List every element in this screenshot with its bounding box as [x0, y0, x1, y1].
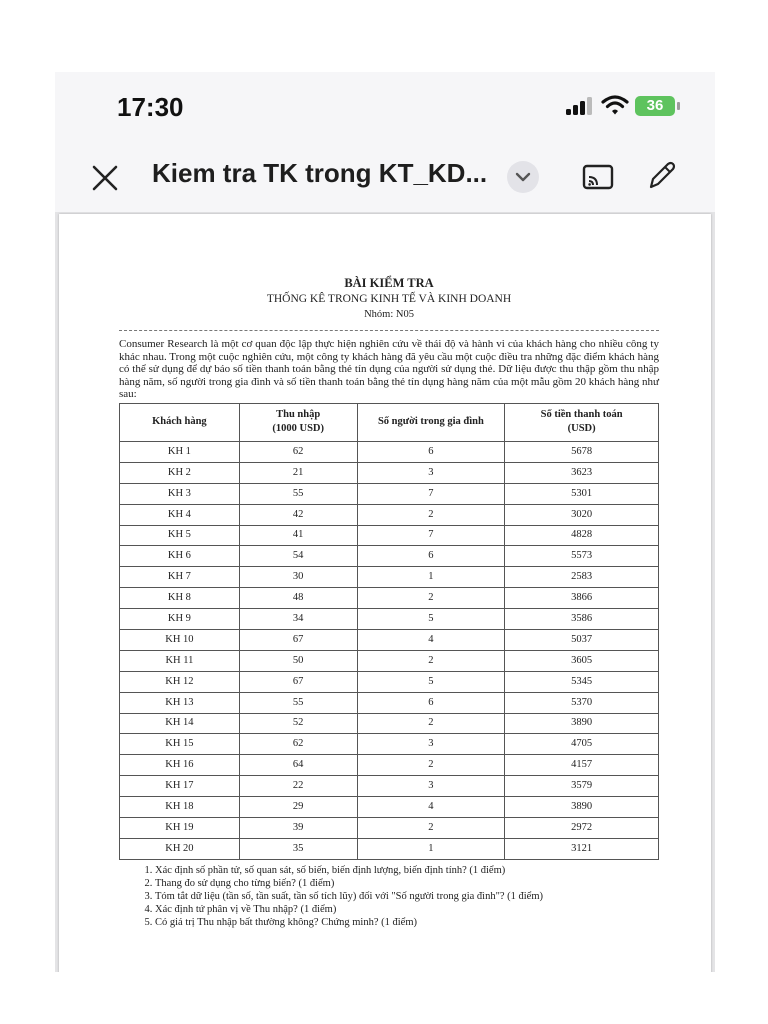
table-cell: KH 8: [120, 588, 240, 609]
table-cell: KH 5: [120, 525, 240, 546]
column-header: Số tiền thanh toán (USD): [505, 403, 659, 441]
table-cell: 3020: [505, 504, 659, 525]
table-header-row: [120, 403, 659, 441]
table-cell: 2: [357, 504, 505, 525]
table-cell: 64: [239, 755, 357, 776]
intro-paragraph: Consumer Research là một cơ quan độc lập thực hiện nghiên cứu về thái độ và hành vi của khách hàng cho nhiều công ty khác nhau. Trong một cuộc nghiên cứu, một công ty khách hàng đã yêu cầu một cuộc điều tra những đặc điểm khách hàng có thể sử dụng để dự báo số tiền thanh toán bằng thẻ tín dụng của người sử dụng thẻ. Dữ liệu được thu thập gồm thu nhập hàng năm, số người trong gia đình và số tiền thanh toán bằng thẻ tín dụng hàng năm của một mẫu gồm 20 khách hàng như sau:: [119, 338, 659, 401]
table-cell: 3121: [505, 838, 659, 859]
table-cell: 62: [239, 441, 357, 462]
exam-title: BÀI KIỂM TRA: [344, 276, 434, 290]
exam-subtitle: THỐNG KÊ TRONG KINH TẾ VÀ KINH DOANH: [266, 293, 512, 305]
table-cell: 22: [239, 776, 357, 797]
edit-pencil-icon[interactable]: [643, 158, 679, 194]
table-cell: 5345: [505, 671, 659, 692]
table-cell: 3866: [505, 588, 659, 609]
table-cell: 39: [239, 818, 357, 839]
question-item: 1. Xác định số phần tử, số quan sát, số biến, biến định lượng, biến định tính? (1 điểm): [155, 864, 659, 877]
table-row: [120, 609, 659, 630]
group-label: Nhóm: N05: [364, 309, 414, 320]
table-cell: 35: [239, 838, 357, 859]
table-cell: 3890: [505, 797, 659, 818]
status-bar: [55, 72, 715, 142]
table-cell: KH 14: [120, 713, 240, 734]
table-row: [120, 546, 659, 567]
table-cell: 5: [357, 609, 505, 630]
table-cell: KH 13: [120, 692, 240, 713]
document-title-bar: [55, 142, 715, 212]
table-cell: KH 20: [120, 838, 240, 859]
table-row: [120, 567, 659, 588]
table-cell: 21: [239, 462, 357, 483]
table-cell: 2: [357, 588, 505, 609]
table-cell: 3586: [505, 609, 659, 630]
question-list: [119, 864, 659, 929]
column-header: Số người trong gia đình: [357, 403, 505, 441]
phone-screen: [55, 72, 715, 972]
table-cell: KH 4: [120, 504, 240, 525]
chevron-down-icon: [507, 161, 539, 193]
table-cell: 3605: [505, 650, 659, 671]
column-header: Khách hàng: [120, 403, 240, 441]
table-cell: 62: [239, 734, 357, 755]
table-cell: 34: [239, 609, 357, 630]
table-cell: 3579: [505, 776, 659, 797]
table-cell: 4828: [505, 525, 659, 546]
table-row: [120, 838, 659, 859]
table-row: [120, 818, 659, 839]
table-row: [120, 671, 659, 692]
table-cell: 50: [239, 650, 357, 671]
table-cell: 54: [239, 546, 357, 567]
document-title[interactable]: Kiem tra TK trong KT_KD...: [152, 158, 488, 188]
table-cell: 6: [357, 546, 505, 567]
question-item: 4. Xác định tứ phân vị về Thu nhập? (1 điểm): [155, 903, 659, 916]
table-cell: 5370: [505, 692, 659, 713]
table-cell: 7: [357, 525, 505, 546]
table-row: [120, 692, 659, 713]
table-cell: 2972: [505, 818, 659, 839]
table-cell: 48: [239, 588, 357, 609]
table-cell: 1: [357, 567, 505, 588]
table-row: [120, 504, 659, 525]
table-row: [120, 441, 659, 462]
table-cell: KH 7: [120, 567, 240, 588]
table-cell: 3890: [505, 713, 659, 734]
table-cell: KH 2: [120, 462, 240, 483]
table-cell: 4157: [505, 755, 659, 776]
table-cell: KH 9: [120, 609, 240, 630]
table-cell: 3: [357, 734, 505, 755]
table-cell: KH 17: [120, 776, 240, 797]
table-row: [120, 713, 659, 734]
table-cell: 5573: [505, 546, 659, 567]
table-cell: 52: [239, 713, 357, 734]
table-row: [120, 650, 659, 671]
battery-level: 36: [635, 96, 675, 116]
table-cell: 3623: [505, 462, 659, 483]
table-cell: 7: [357, 483, 505, 504]
column-header: Thu nhập (1000 USD): [239, 403, 357, 441]
question-item: 3. Tóm tắt dữ liệu (tần số, tần suất, tần số tích lũy) đối với "Số người trong gia đình"? (1 điểm): [155, 890, 659, 903]
table-row: [120, 588, 659, 609]
document-viewer[interactable]: [55, 212, 715, 972]
table-cell: 2: [357, 818, 505, 839]
table-cell: 2: [357, 650, 505, 671]
table-cell: 6: [357, 441, 505, 462]
table-cell: 41: [239, 525, 357, 546]
table-cell: 67: [239, 629, 357, 650]
battery-icon: [635, 96, 685, 118]
table-row: [120, 797, 659, 818]
table-cell: KH 6: [120, 546, 240, 567]
table-cell: 5037: [505, 629, 659, 650]
table-cell: 5301: [505, 483, 659, 504]
table-cell: KH 19: [120, 818, 240, 839]
table-cell: 3: [357, 462, 505, 483]
customer-data-table: [119, 403, 659, 860]
table-cell: KH 12: [120, 671, 240, 692]
table-cell: 1: [357, 838, 505, 859]
table-cell: 4: [357, 797, 505, 818]
table-cell: 30: [239, 567, 357, 588]
table-cell: 67: [239, 671, 357, 692]
question-item: 2. Thang đo sử dụng cho từng biến? (1 điểm): [155, 877, 659, 890]
table-row: [120, 525, 659, 546]
table-row: [120, 776, 659, 797]
table-row: [120, 629, 659, 650]
table-cell: 5: [357, 671, 505, 692]
table-cell: 4: [357, 629, 505, 650]
document-content: [119, 276, 659, 929]
table-cell: 6: [357, 692, 505, 713]
document-page: [59, 214, 711, 972]
table-cell: 3: [357, 776, 505, 797]
table-row: [120, 755, 659, 776]
close-icon[interactable]: [89, 162, 121, 194]
table-cell: KH 16: [120, 755, 240, 776]
table-cell: 4705: [505, 734, 659, 755]
table-cell: 5678: [505, 441, 659, 462]
table-cell: 29: [239, 797, 357, 818]
table-row: [120, 734, 659, 755]
wifi-icon: [601, 94, 629, 116]
table-cell: 2: [357, 755, 505, 776]
table-row: [120, 483, 659, 504]
table-cell: KH 1: [120, 441, 240, 462]
table-cell: KH 3: [120, 483, 240, 504]
status-time: 17:30: [117, 92, 184, 122]
table-cell: 55: [239, 692, 357, 713]
table-cell: 55: [239, 483, 357, 504]
table-cell: KH 10: [120, 629, 240, 650]
table-row: [120, 462, 659, 483]
table-cell: 2: [357, 713, 505, 734]
table-cell: 2583: [505, 567, 659, 588]
question-item: 5. Có giá trị Thu nhập bất thường không? Chứng minh? (1 điểm): [155, 916, 659, 929]
cellular-signal-icon: [565, 96, 595, 116]
chevron-down-button[interactable]: [507, 161, 539, 193]
cast-icon[interactable]: [581, 160, 615, 194]
table-cell: KH 18: [120, 797, 240, 818]
table-cell: KH 15: [120, 734, 240, 755]
divider: [119, 330, 659, 331]
table-cell: KH 11: [120, 650, 240, 671]
table-cell: 42: [239, 504, 357, 525]
